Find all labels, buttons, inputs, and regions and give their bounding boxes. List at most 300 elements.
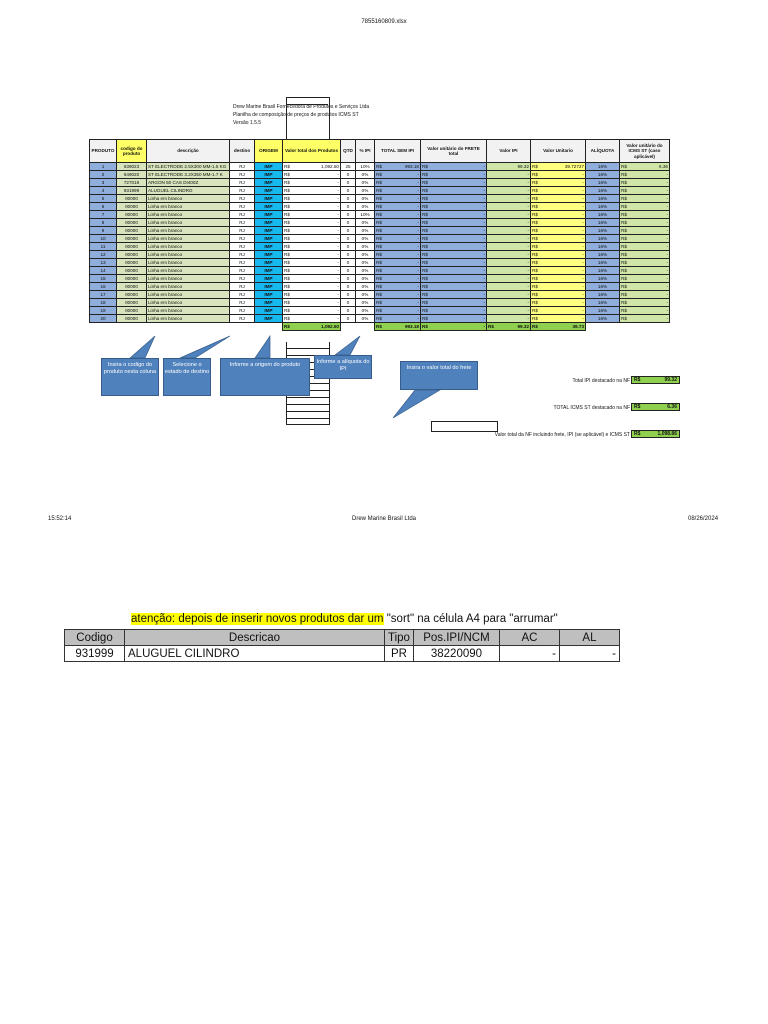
cell-valor-ipi: - [487,227,531,235]
cell-frete-value: - [483,292,485,297]
cell-valor-total-value: - [337,276,339,281]
cell-icms-st-value: - [666,268,668,273]
total-icms-label: TOTAL ICMS ST destacado na NF [553,405,630,411]
cell-valor-total-value: - [337,212,339,217]
cell-descricao: Linha em branco [147,235,230,243]
cell-valor-total-currency: R$ [284,196,290,201]
prod-col-al: AL [559,630,619,646]
cell-total-sem-ipi-value: 993.18 [404,164,419,169]
cell-ipi[interactable]: 0% [356,299,375,307]
cell-qtd[interactable]: 0 [341,251,356,259]
cell-produto: 4 [90,187,117,195]
cell-valor-total-value: 1,092.50 [321,164,339,169]
cell-descricao: ST ELECTRODE 3.2X350 MM-1.7 K [147,171,230,179]
cell-valor-unitario-currency: R$ [532,284,538,289]
cell-origem[interactable]: IMP [255,235,283,243]
cell-qtd[interactable]: 0 [341,203,356,211]
cell-descricao: ALUGUEL CILINDRO [147,187,230,195]
cell-frete-value: - [483,260,485,265]
cell-descricao: Linha em branco [147,195,230,203]
cell-codigo[interactable]: 00000 [117,219,147,227]
cell-valor-ipi: - [487,267,531,275]
cell-valor-unitario-value: - [582,268,584,273]
cell-valor-total-currency: R$ [284,220,290,225]
total-nf-currency: R$ [634,431,641,437]
cell-valor-total-currency: R$ [284,284,290,289]
cell-valor-unitario-currency: R$ [532,172,538,177]
cell-descricao: Linha em branco [147,259,230,267]
cell-valor-unitario-currency: R$ [532,316,538,321]
product-header-row [65,630,620,646]
cell-valor-unitario-value: - [582,244,584,249]
cell-origem[interactable]: IMP [255,315,283,323]
cell-produto: 16 [90,283,117,291]
cell-qtd[interactable]: 0 [341,235,356,243]
cell-icms-st-value: - [666,252,668,257]
cell-qtd[interactable]: 0 [341,259,356,267]
cell-valor-unitario-currency: R$ [532,268,538,273]
cell-origem[interactable]: IMP [255,291,283,299]
cell-icms-st-currency: R$ [621,228,627,233]
cell-total-sem-ipi-currency: R$ [376,268,382,273]
total-ipi-currency: R$ [634,377,641,383]
cell-aliquota: 16% [586,251,620,259]
cell-frete-currency: R$ [422,268,428,273]
cell-icms-st-currency: R$ [621,308,627,313]
cell-ipi[interactable]: 0% [356,195,375,203]
cell-valor-unitario-value: 39.72727 [564,164,584,169]
cell-total-sem-ipi-currency: R$ [376,308,382,313]
cell-frete-value: - [483,308,485,313]
col-valor-ipi: Valor IPI [487,140,531,163]
cell-qtd[interactable]: 0 [341,187,356,195]
cell-valor-unitario-value: - [582,180,584,185]
total-sem-ipi-value: 993.18 [404,324,419,329]
cell-descricao: Linha em branco [147,275,230,283]
cell-qtd[interactable]: 0 [341,307,356,315]
cell-qtd[interactable]: 0 [341,211,356,219]
cell-destino[interactable]: RJ [230,307,255,315]
cell-valor-total-value: - [337,244,339,249]
col-valor-unitario: Valor Unitario [531,140,586,163]
cell-ipi[interactable]: 0% [356,291,375,299]
cell-codigo[interactable]: 00000 [117,203,147,211]
cell-ipi[interactable]: 0% [356,315,375,323]
cell-ipi[interactable]: 10% [356,163,375,171]
prod-ncm: 38220090 [413,646,499,662]
cell-origem[interactable]: IMP [255,195,283,203]
cell-frete-currency: R$ [422,196,428,201]
cell-frete-value: - [483,300,485,305]
cell-destino[interactable]: RJ [230,259,255,267]
cell-frete-currency: R$ [422,276,428,281]
cell-ipi[interactable]: 0% [356,283,375,291]
cell-valor-unitario-value: - [582,308,584,313]
col-total-sem-ipi: TOTAL SEM IPI [375,140,421,163]
cell-descricao: Linha em branco [147,251,230,259]
col-destino: destino [230,140,255,163]
cell-total-sem-ipi-currency: R$ [376,228,382,233]
col-ipi: % IPI [356,140,375,163]
cell-icms-st-currency: R$ [621,268,627,273]
cell-qtd[interactable]: 0 [341,179,356,187]
cell-frete-value: - [483,244,485,249]
cell-valor-unitario-value: - [582,196,584,201]
cell-frete-value: - [483,228,485,233]
cell-aliquota: 16% [586,227,620,235]
cell-destino[interactable]: RJ [230,267,255,275]
cell-aliquota: 16% [586,187,620,195]
cell-total-sem-ipi-currency: R$ [376,180,382,185]
cell-codigo[interactable]: 00000 [117,315,147,323]
cell-valor-unitario-currency: R$ [532,308,538,313]
cell-produto: 5 [90,195,117,203]
cell-qtd[interactable]: 0 [341,227,356,235]
cell-destino[interactable]: RJ [230,251,255,259]
cell-qtd[interactable]: 0 [341,243,356,251]
cell-codigo[interactable]: 00000 [117,267,147,275]
sort-notice-highlight: atenção: depois de inserir novos produtos dar um [131,613,384,625]
cell-ipi[interactable]: 0% [356,275,375,283]
total-ipi-box [631,376,680,384]
cell-origem[interactable]: IMP [255,163,283,171]
cell-valor-ipi: - [487,195,531,203]
col-aliquota: ALÍQUOTA [586,140,620,163]
cell-icms-st-value: - [666,188,668,193]
cell-ipi[interactable]: 0% [356,227,375,235]
cell-frete-currency: R$ [422,284,428,289]
cell-codigo[interactable]: 00000 [117,211,147,219]
cell-frete-value: - [483,220,485,225]
cell-descricao: ARGON 50 CAS DI400Z [147,179,230,187]
cell-icms-st-value: - [666,180,668,185]
cell-frete-value: - [483,172,485,177]
cell-produto: 9 [90,227,117,235]
cell-ipi[interactable]: 0% [356,243,375,251]
cell-aliquota: 16% [586,195,620,203]
cell-valor-total-currency: R$ [284,236,290,241]
cell-qtd[interactable]: 0 [341,299,356,307]
cell-frete-currency: R$ [422,236,428,241]
cell-descricao: Linha em branco [147,243,230,251]
cell-codigo[interactable]: 00000 [117,299,147,307]
cell-origem[interactable]: IMP [255,171,283,179]
file-name: 7855160809.xlsx [361,19,407,25]
prod-col-tipo: Tipo [385,630,414,646]
cell-valor-unitario-currency: R$ [532,252,538,257]
prod-codigo: 931999 [65,646,125,662]
cell-valor-unitario-currency: R$ [532,260,538,265]
cell-origem[interactable]: IMP [255,251,283,259]
cell-icms-st-value: - [666,316,668,321]
cell-codigo[interactable]: 00000 [117,227,147,235]
cell-produto: 6 [90,203,117,211]
cell-valor-ipi: - [487,243,531,251]
cell-codigo[interactable]: 931999 [117,187,147,195]
cell-codigo[interactable]: 00000 [117,235,147,243]
cell-qtd[interactable]: 25 [341,163,356,171]
cell-frete-value: - [483,188,485,193]
cell-total-sem-ipi-value: - [417,316,419,321]
cell-origem[interactable]: IMP [255,187,283,195]
cell-valor-unitario-currency: R$ [532,180,538,185]
cell-aliquota: 16% [586,179,620,187]
cell-aliquota: 16% [586,307,620,315]
cell-valor-total-value: - [337,268,339,273]
cell-valor-unitario-currency: R$ [532,212,538,217]
cell-icms-st-value: - [666,204,668,209]
col-codigo: codigo do produto [117,140,147,163]
cell-ipi[interactable]: 0% [356,307,375,315]
cell-qtd[interactable]: 0 [341,315,356,323]
cell-aliquota: 16% [586,299,620,307]
cell-total-sem-ipi-currency: R$ [376,284,382,289]
cell-valor-total-currency: R$ [284,164,290,169]
cell-valor-total-value: - [337,236,339,241]
total-valor-ipi-value: 99.32 [517,324,529,329]
total-frete-value: - [483,324,485,329]
cell-qtd[interactable]: 0 [341,275,356,283]
cell-qtd[interactable]: 0 [341,171,356,179]
prod-descricao: ALUGUEL CILINDRO [125,646,385,662]
cell-destino[interactable]: RJ [230,235,255,243]
cell-destino[interactable]: RJ [230,283,255,291]
total-frete-currency: R$ [422,324,428,329]
cell-total-sem-ipi-value: - [417,276,419,281]
cell-valor-total-value: - [337,292,339,297]
cell-destino[interactable]: RJ [230,171,255,179]
total-valor-unitario-currency: R$ [532,324,538,329]
callout-codigo: Insira o codigo do produto nesta coluna [101,358,159,396]
cell-destino[interactable]: RJ [230,195,255,203]
cell-destino[interactable]: RJ [230,315,255,323]
callout-frete: Insira o valor total do frete [400,361,478,390]
cell-valor-unitario-currency: R$ [532,220,538,225]
cell-qtd[interactable]: 0 [341,219,356,227]
cell-codigo[interactable]: 00000 [117,251,147,259]
cell-origem[interactable]: IMP [255,203,283,211]
cell-produto: 14 [90,267,117,275]
cell-valor-total-currency: R$ [284,172,290,177]
cell-produto: 19 [90,307,117,315]
cell-total-sem-ipi-value: - [417,204,419,209]
cell-valor-unitario-value: - [582,220,584,225]
cell-total-sem-ipi-value: - [417,292,419,297]
cell-valor-unitario-currency: R$ [532,276,538,281]
cell-qtd[interactable]: 0 [341,283,356,291]
cell-total-sem-ipi-currency: R$ [376,188,382,193]
cell-destino[interactable]: RJ [230,187,255,195]
cell-valor-total-value: - [337,260,339,265]
cell-destino[interactable]: RJ [230,163,255,171]
cell-valor-unitario-value: - [582,292,584,297]
cell-total-sem-ipi-currency: R$ [376,300,382,305]
cell-codigo[interactable]: 00000 [117,283,147,291]
cell-frete-value: - [483,212,485,217]
cell-qtd[interactable]: 0 [341,195,356,203]
cell-codigo[interactable]: 00000 [117,243,147,251]
cell-qtd[interactable]: 0 [341,291,356,299]
cell-valor-total-currency: R$ [284,300,290,305]
cell-ipi[interactable]: 0% [356,259,375,267]
cell-icms-st-value: - [666,172,668,177]
cell-origem[interactable]: IMP [255,299,283,307]
cell-frete-value: - [483,180,485,185]
sort-notice [131,613,558,625]
cell-valor-ipi: - [487,299,531,307]
cell-total-sem-ipi-currency: R$ [376,220,382,225]
cell-codigo[interactable]: 00000 [117,195,147,203]
cell-ipi[interactable]: 0% [356,203,375,211]
cell-valor-unitario-value: - [582,284,584,289]
product-row [65,646,620,662]
total-sem-ipi-currency: R$ [376,324,382,329]
cell-origem[interactable]: IMP [255,243,283,251]
cell-aliquota: 16% [586,275,620,283]
cell-frete-value: - [483,276,485,281]
cell-frete-value: - [483,268,485,273]
cell-ipi[interactable]: 0% [356,267,375,275]
cell-icms-st-currency: R$ [621,188,627,193]
cell-frete-currency: R$ [422,316,428,321]
cell-codigo[interactable]: 00000 [117,307,147,315]
cell-valor-total-value: - [337,316,339,321]
cell-icms-st-currency: R$ [621,236,627,241]
cell-origem[interactable]: IMP [255,307,283,315]
cell-origem[interactable]: IMP [255,211,283,219]
cell-valor-ipi: - [487,219,531,227]
prod-al: - [559,646,619,662]
cell-codigo[interactable]: 649020 [117,171,147,179]
cell-total-sem-ipi-value: - [417,268,419,273]
cell-destino[interactable]: RJ [230,299,255,307]
cell-valor-unitario-currency: R$ [532,204,538,209]
cell-ipi[interactable]: 0% [356,171,375,179]
cell-icms-st-currency: R$ [621,300,627,305]
cell-valor-total-currency: R$ [284,228,290,233]
cell-frete-value: - [483,252,485,257]
cell-ipi[interactable]: 0% [356,219,375,227]
cell-valor-unitario-value: - [582,172,584,177]
cell-descricao: Linha em branco [147,299,230,307]
cell-frete-value: - [483,204,485,209]
cell-valor-unitario-value: - [582,212,584,217]
cell-origem[interactable]: IMP [255,275,283,283]
footer-time: 15:52:14 [48,516,72,522]
cell-frete-currency: R$ [422,308,428,313]
cell-frete-currency: R$ [422,292,428,297]
cell-frete-currency: R$ [422,172,428,177]
footer-company: Drew Marine Brasil Ltda [351,516,417,522]
cell-total-sem-ipi-currency: R$ [376,196,382,201]
cell-total-sem-ipi-currency: R$ [376,236,382,241]
cell-destino[interactable]: RJ [230,203,255,211]
cell-valor-ipi: - [487,211,531,219]
cell-codigo[interactable]: 639023 [117,163,147,171]
cell-frete-currency: R$ [422,300,428,305]
cell-qtd[interactable]: 0 [341,267,356,275]
cell-origem[interactable]: IMP [255,179,283,187]
cell-destino[interactable]: RJ [230,211,255,219]
cell-destino[interactable]: RJ [230,227,255,235]
cell-codigo[interactable]: 00000 [117,275,147,283]
total-icms-currency: R$ [634,404,641,410]
cell-icms-st-value: 6.36 [659,164,668,169]
cell-valor-total-value: - [337,220,339,225]
cell-total-sem-ipi-value: - [417,172,419,177]
col-qtd: QTD [341,140,356,163]
cell-codigo[interactable]: 00000 [117,259,147,267]
cell-ipi[interactable]: 0% [356,179,375,187]
cell-icms-st-value: - [666,228,668,233]
cell-destino[interactable]: RJ [230,243,255,251]
cell-icms-st-currency: R$ [621,244,627,249]
callout-aliquota: Informe a alíquota do IPI [314,355,372,379]
cell-valor-total-currency: R$ [284,276,290,281]
cell-icms-st-value: - [666,300,668,305]
cell-destino[interactable]: RJ [230,275,255,283]
cell-total-sem-ipi-currency: R$ [376,292,382,297]
cell-ipi[interactable]: 0% [356,235,375,243]
cell-origem[interactable]: IMP [255,267,283,275]
cell-ipi[interactable]: 10% [356,211,375,219]
cell-codigo[interactable]: 727018 [117,179,147,187]
cell-valor-total-value: - [337,172,339,177]
cell-valor-ipi: - [487,251,531,259]
cell-valor-unitario-value: - [582,316,584,321]
cell-valor-unitario-currency: R$ [532,196,538,201]
company-title: Drew Marine Brasil Fornecedora de Produtos e Serviços Ltda [233,104,370,110]
cell-ipi[interactable]: 0% [356,251,375,259]
col-frete: Valor unitário do FRETE total [421,140,487,163]
cell-valor-total-value: - [337,308,339,313]
cell-aliquota: 16% [586,171,620,179]
col-origem: ORIGEM [255,140,283,163]
cell-frete-currency: R$ [422,220,428,225]
cell-total-sem-ipi-value: - [417,244,419,249]
cell-valor-unitario-value: - [582,228,584,233]
cell-valor-unitario-value: - [582,276,584,281]
cell-ipi[interactable]: 0% [356,187,375,195]
cell-produto: 3 [90,179,117,187]
cell-valor-ipi: - [487,307,531,315]
cell-origem[interactable]: IMP [255,219,283,227]
cell-icms-st-value: - [666,292,668,297]
total-valor-produtos-currency: R$ [284,324,290,329]
cell-icms-st-value: - [666,284,668,289]
cell-frete-currency: R$ [422,164,428,169]
cell-valor-ipi: - [487,275,531,283]
cell-valor-unitario-value: - [582,300,584,305]
frete-input-box[interactable] [431,421,498,432]
cell-icms-st-currency: R$ [621,164,627,169]
cell-descricao: Linha em branco [147,315,230,323]
cell-origem[interactable]: IMP [255,283,283,291]
cell-aliquota: 16% [586,203,620,211]
prod-ac: - [499,646,559,662]
cell-codigo[interactable]: 00000 [117,291,147,299]
cell-destino[interactable]: RJ [230,291,255,299]
cell-frete-currency: R$ [422,228,428,233]
total-icms-box [631,403,680,411]
cell-destino[interactable]: RJ [230,179,255,187]
cell-total-sem-ipi-currency: R$ [376,204,382,209]
cell-origem[interactable]: IMP [255,259,283,267]
cell-destino[interactable]: RJ [230,219,255,227]
cell-icms-st-currency: R$ [621,172,627,177]
cell-origem[interactable]: IMP [255,227,283,235]
cell-icms-st-currency: R$ [621,220,627,225]
